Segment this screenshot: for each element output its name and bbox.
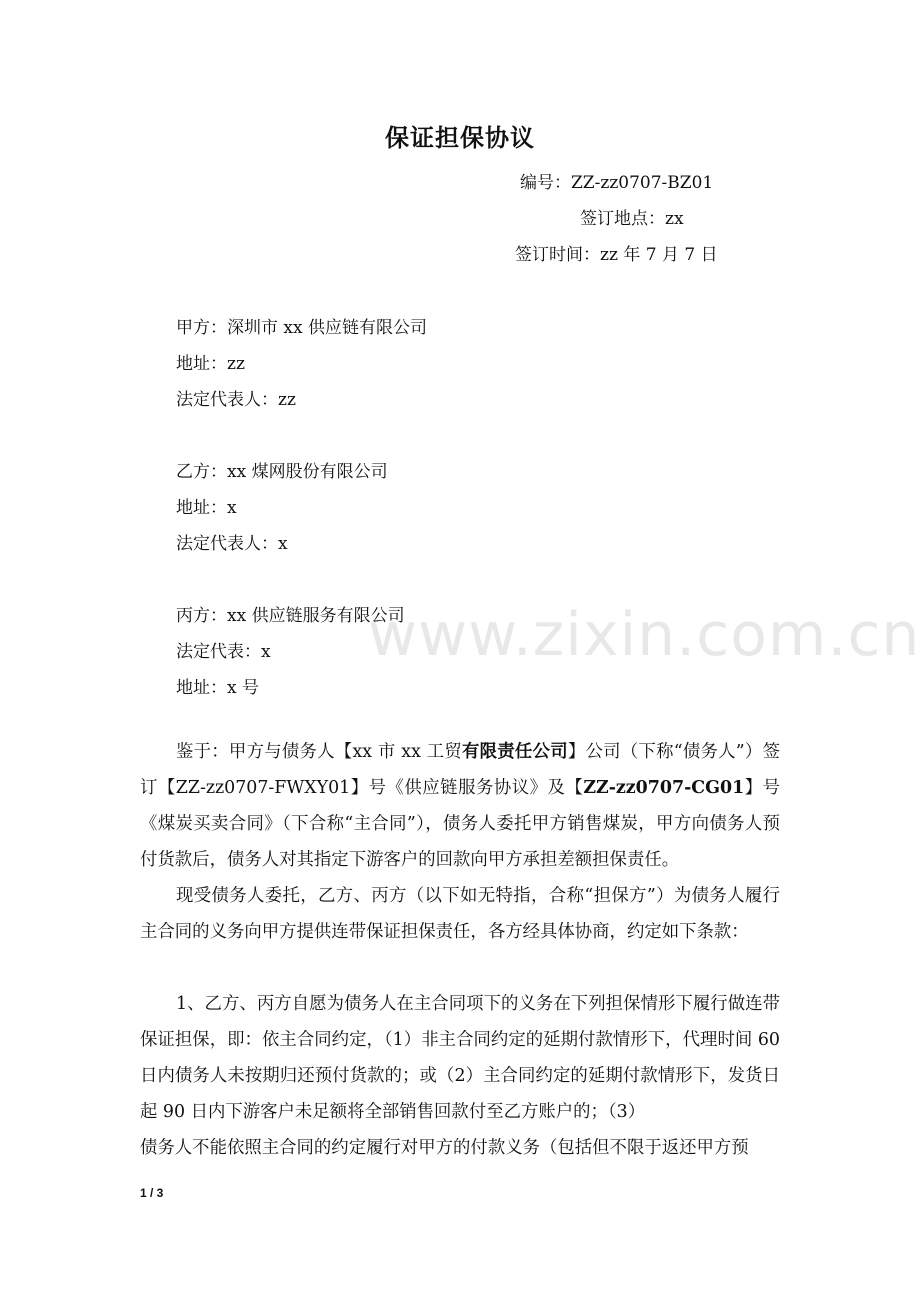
clause-1-text: 1、乙方、丙方自愿为债务人在主合同项下的义务在下列担保情形下履行做连带保证担保，即：依主合同约定，（1）非主合同约定的延期付款情形下，代理时间 60 日内债务人未按期归还预付货款的；或（2）主合同约定的延期付款情形下，发货日起 90 日内下游客户未足额将全部销售回款付至乙方账户的；（3）	[140, 994, 780, 1122]
page-number: 1 / 3	[140, 1186, 164, 1200]
document-title: 保证担保协议	[385, 123, 535, 152]
site-watermark: www.zixin.com.cn	[368, 600, 920, 670]
party-c-representative: 法定代表：x	[176, 642, 271, 662]
recital-text-1: 鉴于：甲方与债务人【xx 市 xx 工贸	[176, 742, 462, 762]
party-b-address: 地址：x	[176, 498, 237, 518]
clause-1-paragraph	[140, 986, 780, 1166]
signing-place: 签订地点：zx	[580, 209, 684, 229]
contract-number: 编号：ZZ-zz0707-BZ01	[520, 173, 714, 193]
clause-1-last-line: 债务人不能依照主合同的约定履行对甲方的付款义务（包括但不限于返还甲方预	[140, 1138, 749, 1158]
entrustment-paragraph: 现受债务人委托，乙方、丙方（以下如无特指，合称“担保方”）为债务人履行主合同的义务向甲方提供连带保证担保责任，各方经具体协商，约定如下条款：	[140, 886, 780, 942]
party-a-name: 甲方：深圳市 xx 供应链有限公司	[176, 318, 427, 338]
recital-text-3: 】号《煤炭买卖合同》（下合称“主合同”），债务人委托甲方销售煤炭，甲方向债务人预付货款后，债务人对其指定下游客户的回款向甲方承担差额担保责任。	[140, 778, 780, 870]
party-b-name: 乙方：xx 煤网股份有限公司	[176, 462, 388, 482]
party-c-address: 地址：x 号	[176, 678, 259, 698]
party-a-address: 地址：zz	[176, 354, 245, 374]
party-a-representative: 法定代表人：zz	[176, 390, 296, 410]
recital-text-2: 】公司（下称“债务人”）签订【ZZ-zz0707-FWXY01】号《供应链服务协议》及【	[140, 742, 780, 798]
recital-paragraph	[140, 734, 780, 878]
party-c-name: 丙方：xx 供应链服务有限公司	[176, 606, 405, 626]
recital-bold-contract-no: ZZ-zz0707-CG01	[583, 778, 745, 798]
recital-bold-company: 有限责任公司	[461, 742, 568, 762]
party-b-representative: 法定代表人：x	[176, 534, 288, 554]
signing-time: 签订时间：zz 年 7 月 7 日	[515, 245, 718, 265]
